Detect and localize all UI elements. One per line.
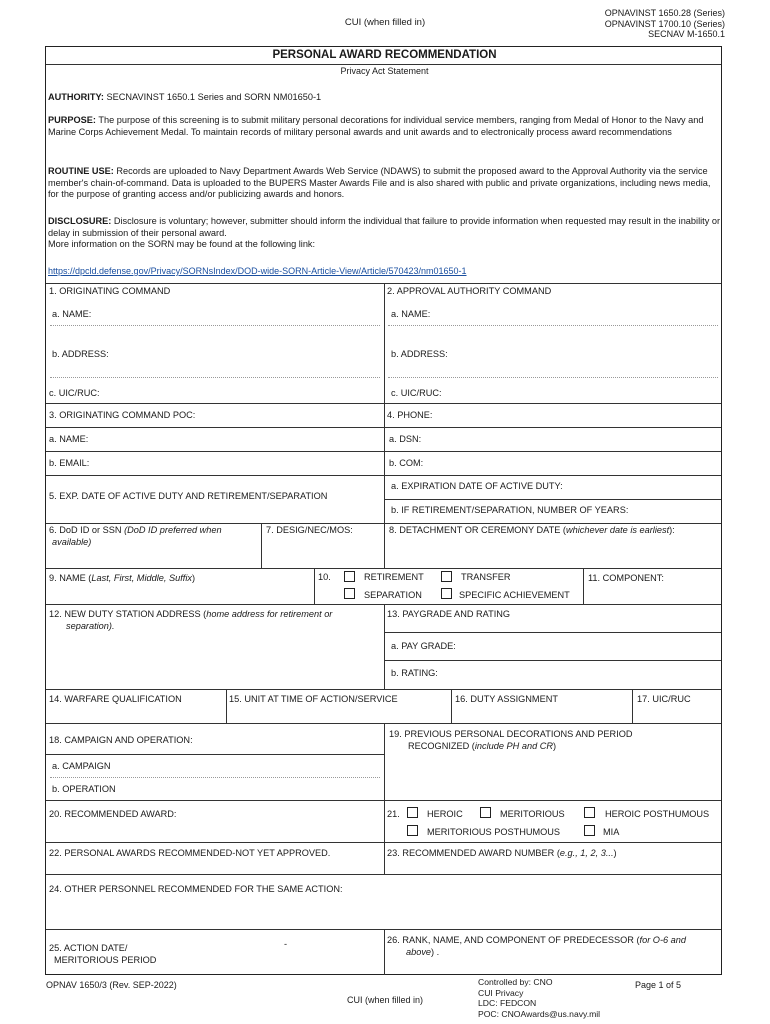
award-form (45, 46, 722, 975)
field-9-note: Last, First, Middle, Suffix (91, 573, 192, 583)
ref-2: OPNAVINST 1700.10 (Series) (604, 18, 725, 29)
rule (384, 929, 385, 975)
poc-email: POC: CNOAwards@us.navy.mil (478, 1008, 601, 1019)
field-8-end: ): (669, 525, 675, 535)
field-23-label[interactable] (387, 848, 617, 858)
separation-checkbox[interactable] (344, 588, 355, 599)
active-duty-exp-field[interactable]: a. EXPIRATION DATE OF ACTIVE DUTY: (391, 481, 563, 491)
field-19-note: include PH and CR (474, 741, 554, 751)
rule (50, 325, 380, 326)
disclosure-text: Disclosure is voluntary; however, submitter should inform the individual that failure to provide information when requested may result in the inability or delay in submission of their personal award. (48, 216, 721, 238)
field-12-note: home address for retirement or (206, 609, 333, 619)
field-21-label: 21. (387, 809, 400, 819)
field-26-note-cont: above (406, 947, 432, 957)
rating-field[interactable]: b. RATING: (391, 668, 438, 678)
rule (384, 604, 385, 689)
more-info: More information on the SORN may be found at the following link: (48, 239, 316, 249)
field-7-label[interactable]: 7. DESIG/NEC/MOS: (266, 525, 353, 535)
meritorious-posthumous-option: MERITORIOUS POSTHUMOUS (427, 827, 561, 837)
retirement-years-field[interactable]: b. IF RETIREMENT/SEPARATION, NUMBER OF YEARS: (391, 505, 629, 515)
field-1-label: 1. ORIGINATING COMMAND (49, 286, 171, 296)
specific-achievement-checkbox[interactable] (441, 588, 452, 599)
rule (261, 523, 262, 568)
authority-label: AUTHORITY: (48, 92, 104, 102)
field-24-label[interactable]: 24. OTHER PERSONNEL RECOMMENDED FOR THE SAME ACTION: (49, 884, 343, 894)
heroic-posthumous-checkbox[interactable] (584, 807, 595, 818)
cui-category: CUI Privacy (478, 987, 524, 998)
rule (388, 377, 718, 378)
field-18-label: 18. CAMPAIGN AND OPERATION: (49, 735, 193, 745)
field-6-note: (DoD ID preferred when (124, 525, 222, 535)
com-field[interactable]: b. COM: (389, 458, 424, 468)
rule (46, 874, 721, 875)
footer-cui: CUI (when filled in) (346, 995, 424, 1005)
pay-grade-field[interactable]: a. PAY GRADE: (391, 641, 456, 651)
rule (388, 325, 718, 326)
field-9-end: ) (191, 573, 196, 583)
rule (226, 689, 227, 723)
field-25-label[interactable]: 25. ACTION DATE/ (49, 943, 128, 953)
approval-address-field[interactable]: b. ADDRESS: (391, 349, 448, 359)
field-26-label[interactable] (387, 935, 686, 945)
controlled-by: Controlled by: CNO (478, 977, 553, 987)
field-15-label[interactable]: 15. UNIT AT TIME OF ACTION/SERVICE (229, 694, 398, 704)
rule (46, 427, 721, 428)
heroic-checkbox[interactable] (407, 807, 418, 818)
header-instruction-refs (560, 8, 725, 40)
field-20-label[interactable]: 20. RECOMMENDED AWARD: (49, 809, 177, 819)
rule (46, 689, 721, 690)
rule (384, 499, 721, 500)
header-cui: CUI (when filled in) (344, 17, 426, 28)
privacy-heading: Privacy Act Statement (340, 66, 429, 76)
purpose-label: PURPOSE: (48, 115, 96, 125)
period-dash: - (284, 939, 288, 949)
approval-uic-field[interactable]: c. UIC/RUC: (391, 388, 442, 398)
routine-label: ROUTINE USE: (48, 166, 114, 176)
mia-option: MIA (603, 827, 620, 837)
field-14-label[interactable]: 14. WARFARE QUALIFICATION (49, 694, 182, 704)
field-9-text: 9. NAME ( (49, 573, 92, 583)
ref-1: OPNAVINST 1650.28 (Series) (604, 8, 725, 18)
orig-address-field[interactable]: b. ADDRESS: (52, 349, 109, 359)
approval-name-field[interactable]: a. NAME: (391, 309, 431, 319)
field-19-label-2 (408, 741, 556, 751)
dsn-field[interactable]: a. DSN: (389, 434, 422, 444)
field-12-label[interactable] (49, 609, 332, 619)
mia-checkbox[interactable] (584, 825, 595, 836)
field-11-label[interactable]: 11. COMPONENT: (588, 573, 664, 583)
field-23-text: 23. RECOMMENDED AWARD NUMBER ( (387, 848, 560, 858)
field-12-note-cont: separation). (66, 621, 115, 631)
field-9-label[interactable] (49, 573, 195, 583)
field-26-label-2 (406, 947, 439, 957)
field-6-note-cont: available) (52, 537, 92, 547)
routine-text: Records are uploaded to Navy Department Awards Web Service (NDAWS) to submit the proposed award to the Approval Authority via the service member's chain-of-command. Data is uploaded to the BUPERS Master Awards File and is also shared with public and private organizations, including news media, for the purpose of granting access and/or publicizing awards and honors. (48, 166, 711, 199)
field-10-label: 10. (318, 572, 331, 582)
meritorious-option: MERITORIOUS (500, 809, 565, 819)
field-19-end: ) (553, 741, 557, 751)
meritorious-checkbox[interactable] (480, 807, 491, 818)
page-number: Page 1 of 5 (635, 980, 682, 990)
ldc: LDC: FEDCON (478, 998, 537, 1008)
rule (314, 568, 315, 604)
rule (384, 632, 721, 633)
field-3-label: 3. ORIGINATING COMMAND POC: (49, 410, 196, 420)
field-25-label-2: MERITORIOUS PERIOD (54, 955, 157, 965)
transfer-option: TRANSFER (461, 572, 511, 582)
orig-uic-field[interactable]: c. UIC/RUC: (49, 388, 100, 398)
field-12-note-2 (66, 621, 115, 631)
authority-text: SECNAVINST 1650.1 Series and SORN NM01650-1 (103, 92, 322, 102)
rule (583, 568, 584, 604)
field-13-label: 13. PAYGRADE AND RATING (387, 609, 511, 619)
retirement-option: RETIREMENT (364, 572, 424, 582)
form-number: OPNAV 1650/3 (Rev. SEP-2022) (46, 980, 177, 990)
field-4-label: 4. PHONE: (387, 410, 433, 420)
field-19-label[interactable]: 19. PREVIOUS PERSONAL DECORATIONS AND PERIOD (389, 729, 633, 739)
heroic-posthumous-option: HEROIC POSTHUMOUS (605, 809, 710, 819)
rule (384, 723, 385, 800)
rule (632, 689, 633, 723)
authority-paragraph (48, 92, 720, 104)
field-26-note: for O-6 and (639, 935, 687, 945)
ref-3: SECNAV M-1650.1 (648, 29, 725, 39)
rule (384, 800, 385, 842)
disclosure-paragraph (48, 216, 720, 251)
field-26-end: ) . (431, 947, 440, 957)
field-6-note-2 (52, 537, 91, 547)
field-8-text: 8. DETACHMENT OR CEREMONY DATE ( (389, 525, 566, 535)
rule (384, 283, 385, 403)
field-8-note: whichever date is earliest (565, 525, 670, 535)
field-23-note: e.g., 1, 2, 3... (559, 848, 614, 858)
transfer-checkbox[interactable] (441, 571, 452, 582)
poc-name-field[interactable]: a. NAME: (49, 434, 89, 444)
specific-achievement-option: SPECIFIC ACHIEVEMENT (459, 590, 570, 600)
field-19-text: RECOGNIZED ( (408, 741, 475, 751)
field-6-text: 6. DoD ID or SSN (49, 525, 125, 535)
field-16-label[interactable]: 16. DUTY ASSIGNMENT (455, 694, 558, 704)
field-22-label[interactable]: 22. PERSONAL AWARDS RECOMMENDED-NOT YET APPROVED. (49, 848, 331, 858)
routine-use-paragraph (48, 166, 720, 201)
field-23-end: ) (613, 848, 617, 858)
heroic-option: HEROIC (427, 809, 463, 819)
email-field[interactable]: b. EMAIL: (49, 458, 90, 468)
field-2-label: 2. APPROVAL AUTHORITY COMMAND (387, 286, 552, 296)
rule (384, 523, 385, 568)
disclosure-label: DISCLOSURE: (48, 216, 112, 226)
controlled-by-block (478, 977, 600, 1019)
field-17-label[interactable]: 17. UIC/RUC (637, 694, 691, 704)
field-6-label[interactable] (49, 525, 222, 535)
separation-option: SEPARATION (364, 590, 422, 600)
rule (451, 689, 452, 723)
rule (384, 660, 721, 661)
sorn-link[interactable]: https://dpcld.defense.gov/Privacy/SORNsIndex/DOD-wide-SORN-Article-View/Article/570423/nm01650-1 (48, 266, 467, 276)
purpose-text: The purpose of this screening is to submit military personal decorations for individual service members, ranging from Medal of Honor to the Navy and Marine Corps Achievement Medal. To maintain records of military personal awards and unit awards and to electronically process award recommendations (48, 115, 704, 137)
rule (50, 777, 380, 778)
orig-name-field[interactable]: a. NAME: (52, 309, 92, 319)
rule (384, 403, 385, 523)
field-26-text: 26. RANK, NAME, AND COMPONENT OF PREDECESSOR ( (387, 935, 640, 945)
meritorious-posthumous-checkbox[interactable] (407, 825, 418, 836)
rule (384, 842, 385, 874)
form-title: PERSONAL AWARD RECOMMENDATION (272, 49, 497, 61)
rule (46, 754, 384, 755)
campaign-field[interactable]: a. CAMPAIGN (52, 761, 111, 771)
field-8-label[interactable] (389, 525, 675, 535)
field-12-text: 12. NEW DUTY STATION ADDRESS ( (49, 609, 207, 619)
rule (46, 475, 721, 476)
divider (46, 64, 721, 65)
rule (46, 568, 721, 569)
rule (50, 377, 380, 378)
retirement-checkbox[interactable] (344, 571, 355, 582)
field-5-label: 5. EXP. DATE OF ACTIVE DUTY AND RETIREMENT/SEPARATION (49, 491, 328, 501)
purpose-paragraph (48, 115, 720, 138)
rule (46, 451, 721, 452)
operation-field[interactable]: b. OPERATION (52, 784, 116, 794)
